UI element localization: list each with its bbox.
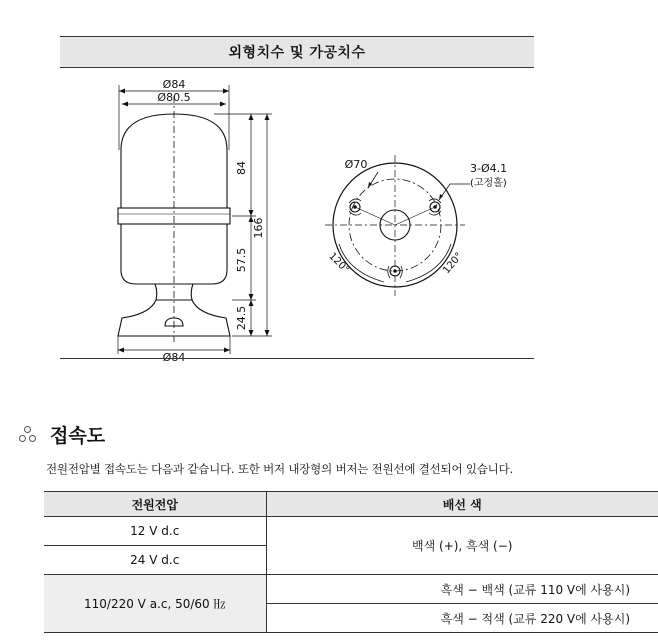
table-header-row [44,492,658,517]
cell-ac110: 흑색 − 백색 (교류 110 V에 사용시) [266,575,658,604]
dim-angle-right: 120° [441,250,466,277]
cell-dc-color: 백색 (+), 흑색 (−) [266,517,658,575]
dim-dia-inner: Ø80.5 [157,91,191,104]
circles-icon [18,426,38,444]
dimension-header: 외형치수 및 가공치수 [60,36,534,68]
dim-holes-note: (고정홀) [470,178,507,189]
cell-24v: 24 V d.c [44,546,266,575]
col-voltage: 전원전압 [44,492,266,517]
dim-pcd: Ø70 [344,158,368,171]
dim-height-total: 166 [252,217,265,239]
dim-angle-left: 120° [326,250,352,276]
cell-ac: 110/220 V a.c, 50/60 ㎐ [44,575,266,633]
cell-12v: 12 V d.c [44,517,266,546]
col-wire-color: 배선 색 [266,492,658,517]
section-heading [18,421,105,448]
dim-holes: 3-Ø4.1 [470,162,508,175]
table-row [44,517,658,546]
dim-height-base: 24.5 [235,305,248,331]
side-view-drawing [118,85,272,354]
wiring-description: 전원전압별 접속도는 다음과 같습니다. 또한 버저 내장형의 버저는 전원선에 결선되어 있습니다. [46,462,513,476]
wiring-table [44,491,658,633]
dim-height-body: 57.5 [235,247,248,273]
dim-dia-base: Ø84 [162,351,186,364]
dim-height-dome: 84 [235,161,248,175]
dimension-bottom-rule [60,358,534,359]
section-title: 접속도 [50,425,106,447]
cell-ac220: 흑색 − 적색 (교류 220 V에 사용시) [266,604,658,633]
table-row [44,575,658,604]
mount-hole-bottom [388,266,403,278]
dim-dia-outer: Ø84 [162,78,186,91]
